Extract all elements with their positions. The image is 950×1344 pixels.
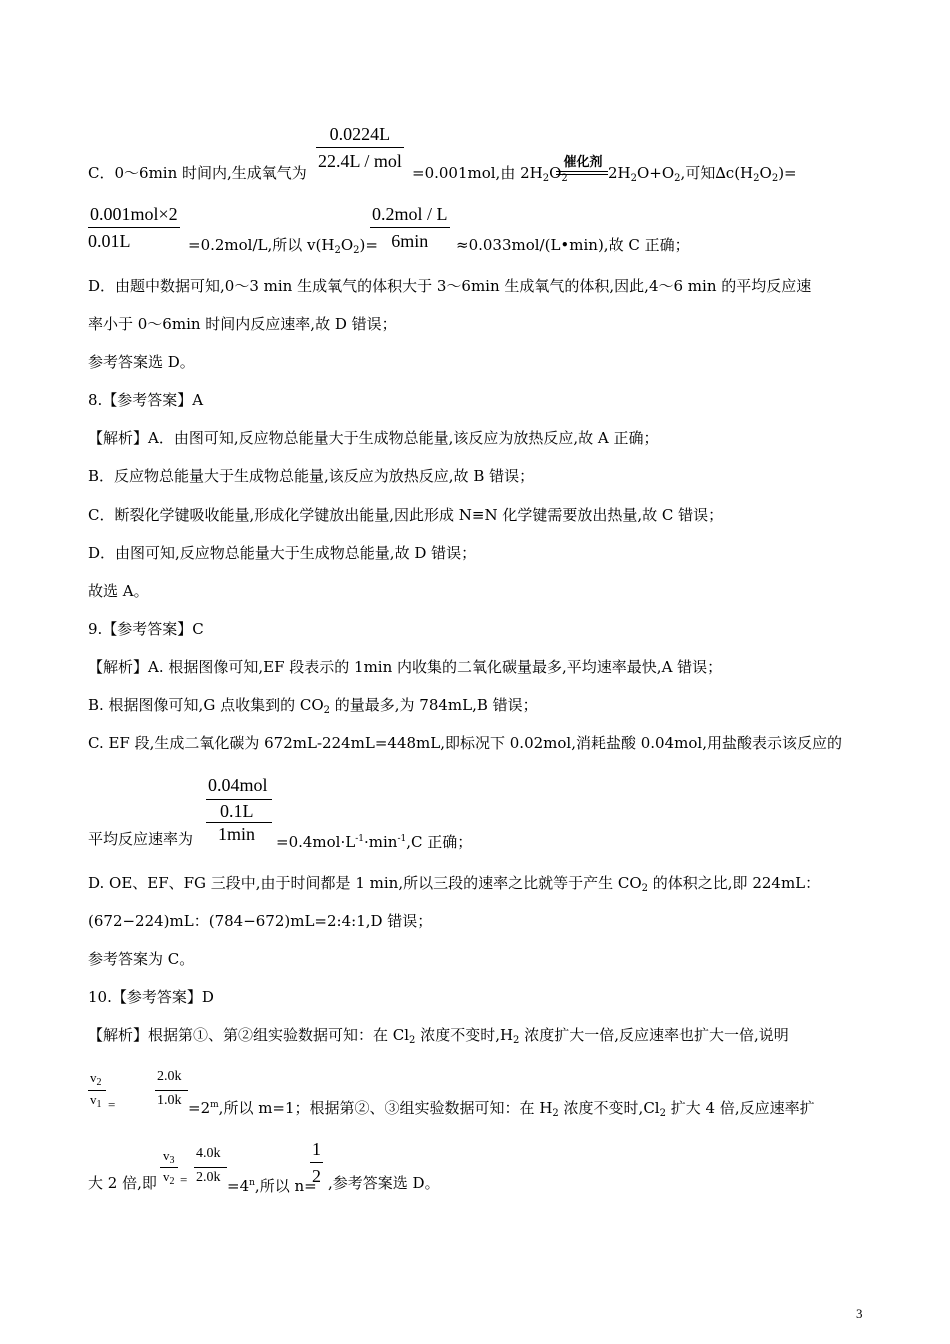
fraction-denominator: 2 [310, 1162, 323, 1187]
subscript: 2 [561, 173, 568, 184]
option-c-line-2: =0.2mol/L,所以 $v(H_2O_2)=$ [188, 236, 378, 256]
text: ,所以 m=1；根据第②、③组实验数据可知：在 H [218, 1099, 553, 1117]
text: =4 [227, 1177, 250, 1195]
question-8-analysis-c: C．断裂化学键吸收能量,形成化学键放出能量,因此形成 N≡N 化学键需要放出热量,故 C 错误； [88, 506, 724, 524]
fraction-denominator: 22.4L / mol [316, 147, 404, 172]
fraction-line [160, 1167, 178, 1168]
fraction-hcl-time: 1min [218, 824, 256, 844]
superscript: n [249, 1178, 255, 1188]
fraction-v3: $v_3$ [163, 1148, 175, 1166]
text: ,C 正确； [406, 833, 473, 851]
fraction-k2-numerator: 2.0k [157, 1069, 182, 1084]
text: ,可知∆c(H [680, 164, 754, 182]
text: 的量最多,为 784mL,B 错误； [330, 696, 538, 714]
question-10-analysis-line-2 [188, 1095, 815, 1124]
text: 浓度不变时,Cl [558, 1099, 660, 1117]
text: =2 [188, 1099, 211, 1117]
option-d-line-2: 率小于 0～6min 时间内反应速率,故 D 错误； [88, 315, 397, 333]
page-number: 3 [856, 1306, 863, 1321]
fraction-k1-denominator: 1.0k [157, 1093, 182, 1108]
fraction-line [194, 1167, 227, 1168]
question-9-analysis-b [88, 695, 538, 721]
fraction-v2: $v_2$ [90, 1070, 102, 1088]
question-8-conclusion: 故选 A。 [88, 582, 149, 600]
option-c-line-1 [88, 163, 307, 183]
text: 浓度不变时,H [415, 1026, 514, 1044]
subscript: 2 [771, 173, 779, 184]
text: 的体积之比,即 224mL： [648, 874, 821, 892]
fraction-hcl-numerator: 0.04mol [208, 775, 268, 795]
answer-summary-7: 参考答案选 D。 [88, 353, 195, 371]
fraction-rate [370, 204, 450, 252]
text: =0.4mol·L [276, 833, 356, 851]
text: )= [778, 164, 797, 182]
subscript: 2 [542, 173, 550, 184]
text: 2H [608, 164, 631, 182]
text: )= [359, 236, 378, 254]
question-8-analysis-b: B．反应物总能量大于生成物总能量,该反应为放热反应,故 B 错误； [88, 467, 535, 485]
fraction-line [206, 799, 272, 800]
fraction-denominator: 6min [370, 227, 450, 252]
text: C．0～6min 时间内,生成氧气为 [88, 164, 307, 182]
fraction-line [155, 1090, 188, 1091]
fraction-numerator: 0.0224L [329, 124, 391, 144]
subscript: 2 [753, 173, 760, 184]
question-9-analysis-a: 【解析】A. 根据图像可知,EF 段表示的 1min 内收集的二氧化碳量最多,平均速率最快,A 错误； [88, 658, 723, 676]
text: B. 根据图像可知,G 点收集到的 CO [88, 696, 324, 714]
text: 【解析】根据第①、第②组实验数据可知：在 Cl [88, 1026, 410, 1044]
superscript: m [210, 1100, 219, 1110]
question-9-answer: 9.【参考答案】C [88, 620, 204, 638]
subscript: 2 [641, 883, 649, 894]
fraction-line [88, 1090, 106, 1091]
superscript: -1 [397, 834, 407, 844]
fraction-numerator: 0.001mol×2 [90, 204, 178, 224]
option-d-line-1: D．由题中数据可知,0～3 min 生成氧气的体积大于 3～6min 生成氧气的体积,因此,4～6 min 的平均反应速 [88, 277, 812, 295]
question-9-conclusion: 参考答案为 C。 [88, 950, 195, 968]
question-10-answer: 10.【参考答案】D [88, 988, 214, 1006]
subscript: 2 [630, 173, 637, 184]
subscript: 2 [409, 1035, 416, 1046]
question-8-answer: 8.【参考答案】A [88, 391, 204, 409]
fraction-v2b: $v_2$ [163, 1169, 175, 1187]
text: 浓度扩大一倍,反应速率也扩大一倍,说明 [519, 1026, 789, 1044]
question-8-analysis-a: 【解析】A．由图可知,反应物总能量大于生成物总能量,该反应为放热反应,故 A 正确； [88, 429, 659, 447]
reaction-arrow-line [556, 171, 608, 172]
text: ≈0.033mol/(L•min),故 C 正确； [456, 236, 690, 254]
fraction-concentration [88, 204, 180, 252]
question-9-analysis-c: C. EF 段,生成二氧化碳为 672mL-224mL=448mL,即标况下 0.02mol,消耗盐酸 0.04mol,用盐酸表示该反应的 [88, 734, 842, 752]
subscript: 2 [334, 245, 341, 256]
fraction-denominator: 0.01L [88, 227, 180, 252]
fraction-k4-numerator: 4.0k [196, 1146, 221, 1161]
fraction-hcl-volume: 0.1L [220, 801, 254, 821]
superscript: -1 [355, 834, 364, 844]
fraction-main-line [206, 822, 272, 823]
fraction-numerator: 0.2mol / L [372, 204, 448, 224]
text: 扩大 4 倍,反应速率扩 [665, 1099, 815, 1117]
option-c-line-2-end [456, 235, 690, 255]
equals-sign: = [108, 1097, 116, 1112]
fraction-k2-denominator: 2.0k [196, 1170, 221, 1185]
question-10-analysis-line-3-cont [227, 1173, 317, 1196]
subscript: 2 [659, 1108, 666, 1119]
question-10-analysis-line-3: 大 2 倍,即 [88, 1174, 157, 1192]
text: O+O [637, 164, 675, 182]
question-9-rate-value [276, 829, 472, 852]
text: ,所以 n= [254, 1177, 317, 1195]
subscript: 2 [674, 173, 681, 184]
subscript: 2 [552, 1108, 559, 1119]
reaction-arrow-line [556, 174, 608, 175]
question-9-analysis-d-cont: (672−224)mL：(784−672)mL=2:4:1,D 错误； [88, 912, 433, 930]
subscript: 2 [513, 1035, 520, 1046]
option-c-line-1-products: $2H_2O+O_2$,可知$\Delta c(H_2O_2)=$ [608, 164, 797, 184]
equals-sign: = [180, 1172, 188, 1187]
subscript: 2 [353, 245, 360, 256]
question-8-analysis-d: D．由图可知,反应物总能量大于生成物总能量,故 D 错误； [88, 544, 477, 562]
text: =0.2mol/L,所以 v(H [188, 236, 335, 254]
fraction-v1: $v_1$ [90, 1092, 102, 1110]
fraction-numerator: 1 [312, 1139, 321, 1159]
fraction-oxygen-moles [316, 124, 404, 172]
question-10-conclusion: ,参考答案选 D。 [328, 1174, 440, 1192]
subscript: 2 [323, 705, 330, 716]
option-c-line-1-cont: =0.001mol,由 $2H_2O_2$ [412, 164, 568, 184]
question-9-rate-label: 平均反应速率为 [88, 830, 194, 848]
catalyst-label: 催化剂 [563, 155, 603, 170]
text: D. OE、EF、FG 三段中,由于时间都是 1 min,所以三段的速率之比就等于产生 CO [88, 874, 642, 892]
question-10-analysis-line-1 [88, 1025, 789, 1051]
question-9-analysis-d [88, 873, 820, 899]
text: ·min [364, 833, 398, 851]
fraction-one-half [310, 1139, 323, 1187]
text: =0.001mol,由 2H [412, 164, 543, 182]
